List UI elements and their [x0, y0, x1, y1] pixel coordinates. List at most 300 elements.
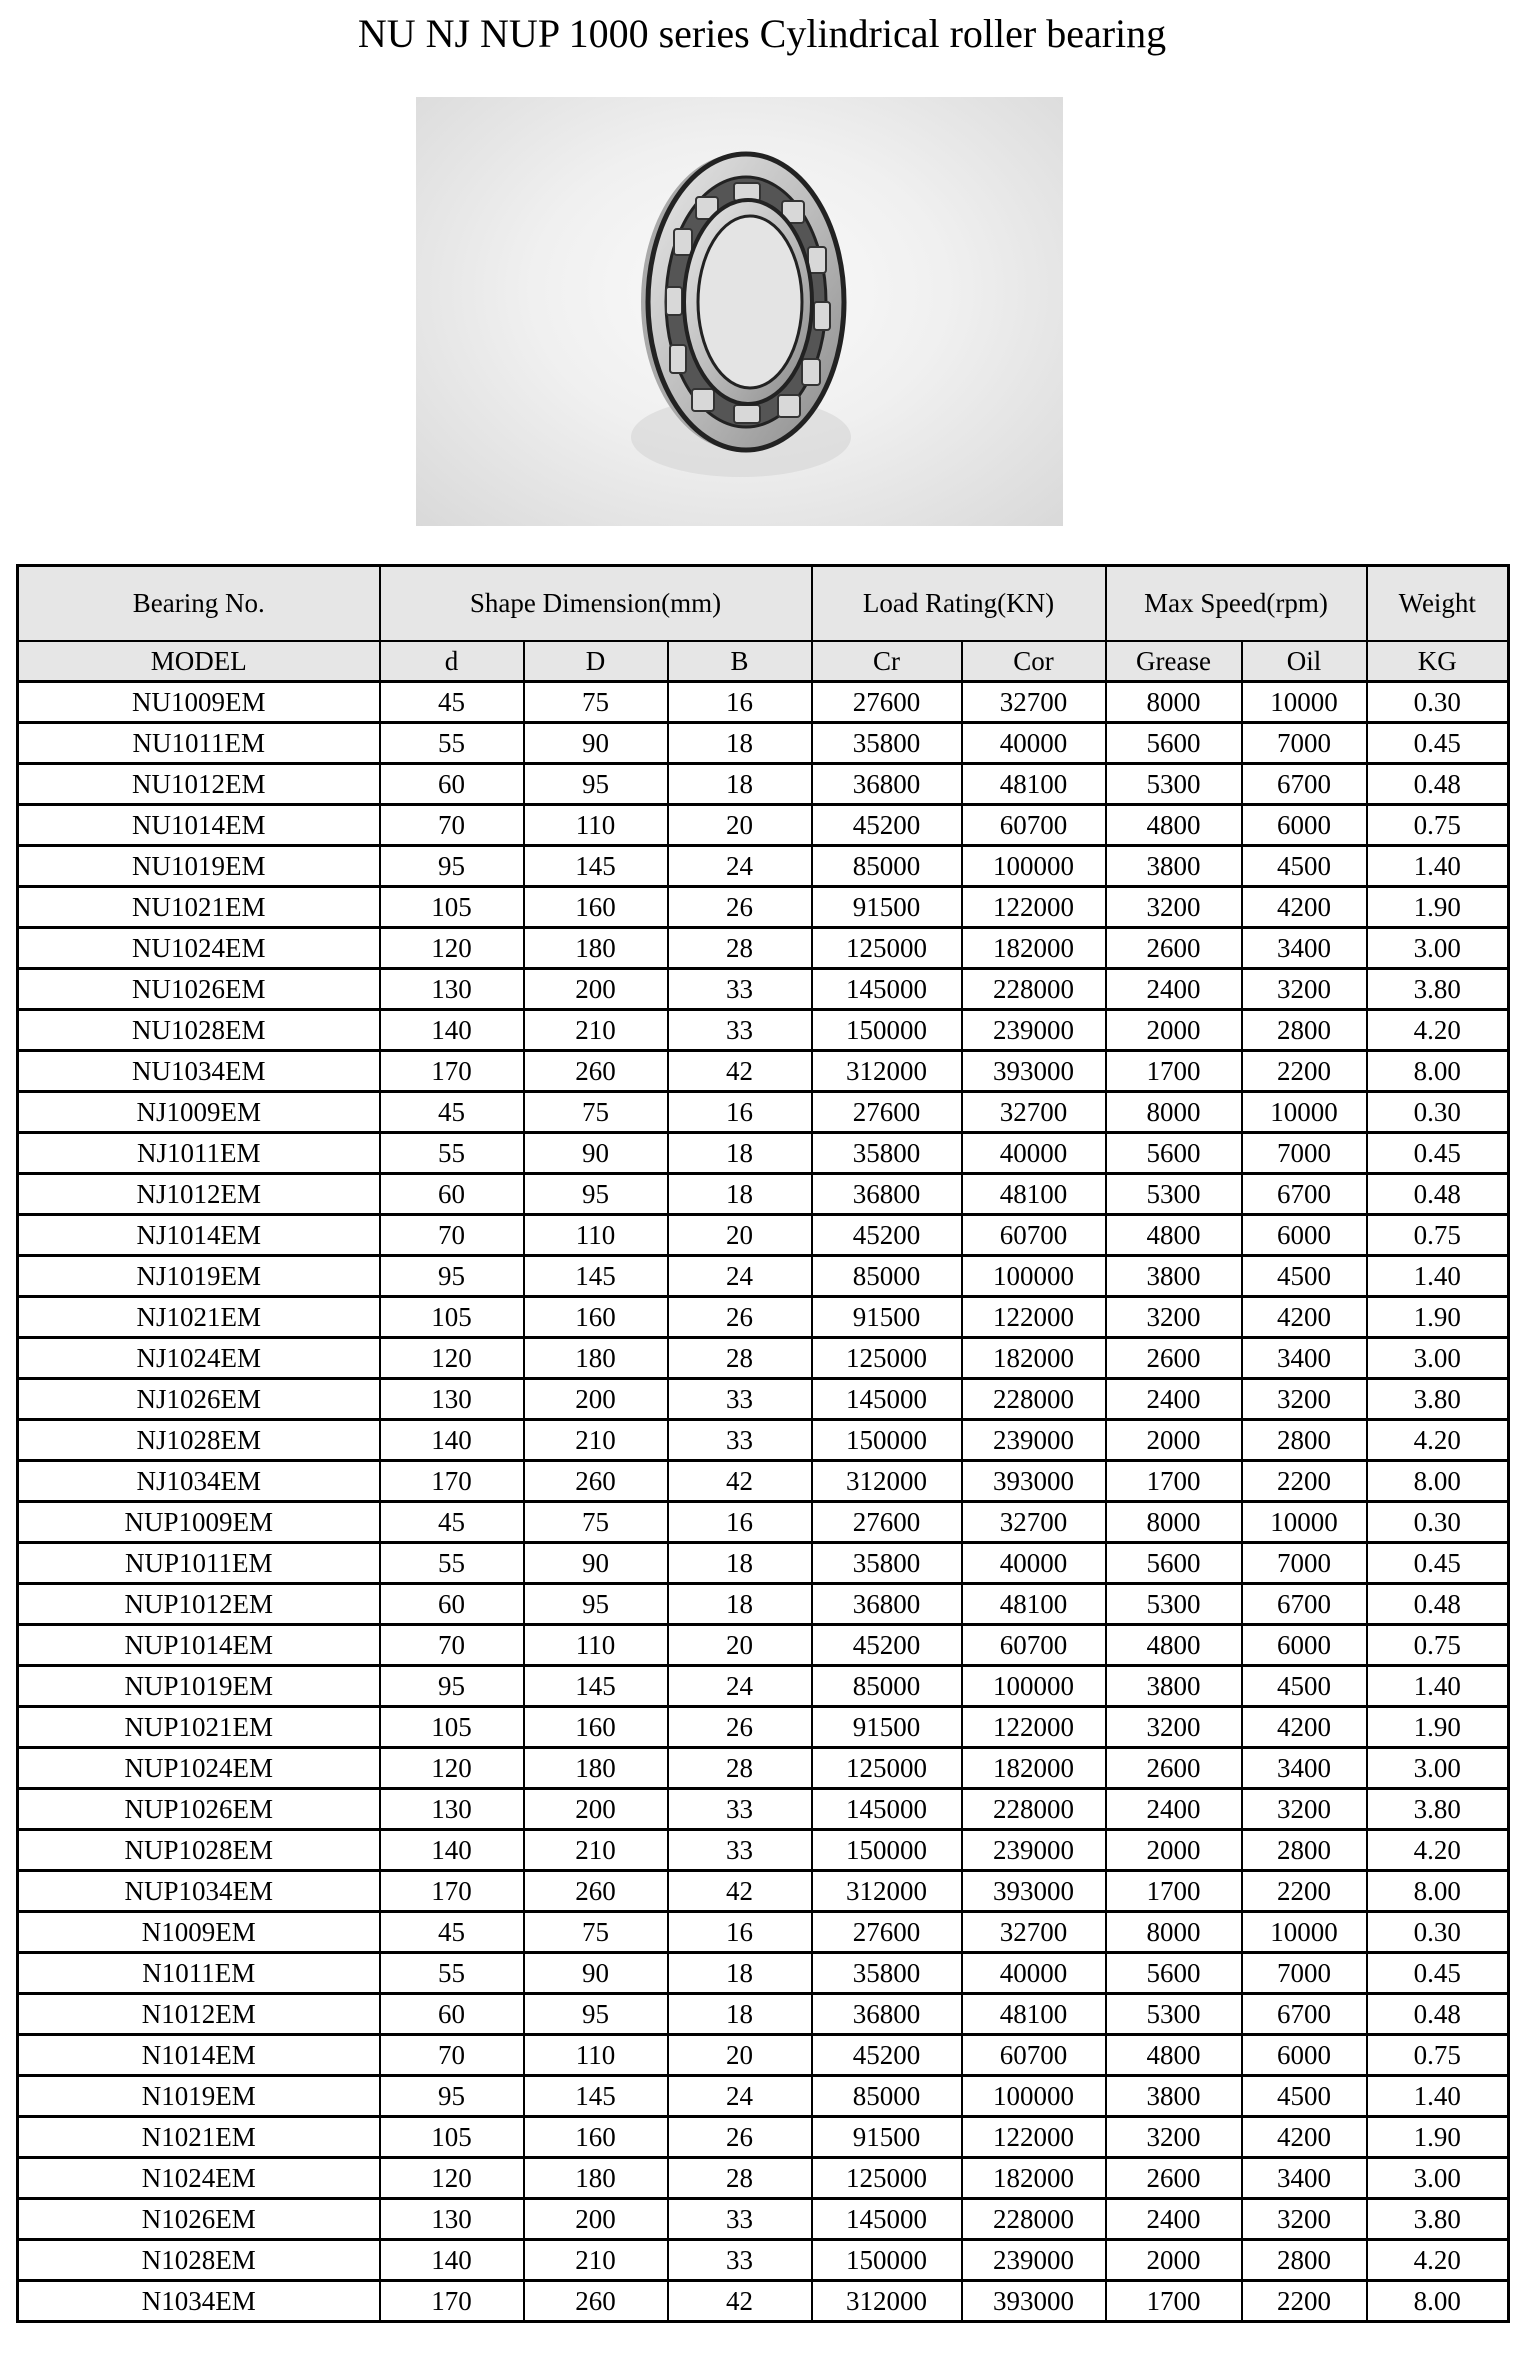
- cell-weight-kg: 1.40: [1367, 846, 1509, 887]
- cell-cor: 40000: [962, 1953, 1106, 1994]
- cell-oil-speed: 10000: [1242, 682, 1367, 723]
- cell-grease-speed: 5600: [1106, 1133, 1242, 1174]
- cell-cr: 35800: [812, 1133, 962, 1174]
- cell-width-B: 18: [668, 1994, 812, 2035]
- bearing-spec-table: [16, 564, 1510, 2323]
- cell-d: 105: [380, 1297, 524, 1338]
- table-row: [18, 1338, 1509, 1379]
- cell-outer-D: 145: [524, 1256, 668, 1297]
- cell-outer-D: 95: [524, 764, 668, 805]
- table-row: [18, 1502, 1509, 1543]
- cell-cor: 122000: [962, 1707, 1106, 1748]
- table-row: [18, 1174, 1509, 1215]
- cell-weight-kg: 1.40: [1367, 1256, 1509, 1297]
- cell-cor: 60700: [962, 1625, 1106, 1666]
- cell-d: 55: [380, 1133, 524, 1174]
- cell-grease-speed: 8000: [1106, 1912, 1242, 1953]
- cell-grease-speed: 4800: [1106, 1215, 1242, 1256]
- cell-weight-kg: 1.90: [1367, 1707, 1509, 1748]
- cell-grease-speed: 5600: [1106, 1543, 1242, 1584]
- cell-width-B: 16: [668, 1092, 812, 1133]
- cell-d: 95: [380, 1666, 524, 1707]
- cell-grease-speed: 2000: [1106, 2240, 1242, 2281]
- cell-d: 60: [380, 1584, 524, 1625]
- cell-d: 55: [380, 1543, 524, 1584]
- cell-cr: 125000: [812, 1748, 962, 1789]
- cell-weight-kg: 3.80: [1367, 969, 1509, 1010]
- cell-d: 120: [380, 928, 524, 969]
- cell-width-B: 18: [668, 1584, 812, 1625]
- cell-width-B: 26: [668, 1707, 812, 1748]
- cell-weight-kg: 0.48: [1367, 1994, 1509, 2035]
- cell-oil-speed: 3200: [1242, 969, 1367, 1010]
- cell-weight-kg: 0.48: [1367, 1174, 1509, 1215]
- cell-model: NJ1019EM: [18, 1256, 380, 1297]
- cell-oil-speed: 3200: [1242, 1379, 1367, 1420]
- cell-model: NUP1012EM: [18, 1584, 380, 1625]
- cell-width-B: 42: [668, 2281, 812, 2322]
- cell-weight-kg: 0.75: [1367, 1625, 1509, 1666]
- cell-cr: 150000: [812, 1420, 962, 1461]
- cell-width-B: 28: [668, 2158, 812, 2199]
- cell-model: NJ1021EM: [18, 1297, 380, 1338]
- cell-model: N1011EM: [18, 1953, 380, 1994]
- cell-d: 140: [380, 1830, 524, 1871]
- table-row: [18, 1051, 1509, 1092]
- cell-weight-kg: 3.00: [1367, 2158, 1509, 2199]
- cell-outer-D: 210: [524, 1010, 668, 1051]
- cell-outer-D: 160: [524, 887, 668, 928]
- cell-oil-speed: 6000: [1242, 805, 1367, 846]
- cell-grease-speed: 8000: [1106, 1502, 1242, 1543]
- cell-cor: 239000: [962, 1420, 1106, 1461]
- cell-width-B: 42: [668, 1871, 812, 1912]
- cell-width-B: 28: [668, 928, 812, 969]
- cell-grease-speed: 2400: [1106, 1789, 1242, 1830]
- cell-grease-speed: 2600: [1106, 928, 1242, 969]
- cell-grease-speed: 3200: [1106, 2117, 1242, 2158]
- cell-grease-speed: 5300: [1106, 1994, 1242, 2035]
- cell-model: NJ1011EM: [18, 1133, 380, 1174]
- cell-outer-D: 145: [524, 2076, 668, 2117]
- cell-grease-speed: 3800: [1106, 2076, 1242, 2117]
- cell-cr: 145000: [812, 1789, 962, 1830]
- cell-width-B: 18: [668, 1133, 812, 1174]
- table-row: [18, 1789, 1509, 1830]
- cell-outer-D: 110: [524, 1215, 668, 1256]
- cell-model: NUP1026EM: [18, 1789, 380, 1830]
- cell-outer-D: 145: [524, 846, 668, 887]
- table-row: [18, 1830, 1509, 1871]
- cell-width-B: 18: [668, 1953, 812, 1994]
- cell-oil-speed: 2200: [1242, 1051, 1367, 1092]
- cell-outer-D: 180: [524, 1338, 668, 1379]
- cell-cor: 48100: [962, 1994, 1106, 2035]
- cell-model: N1021EM: [18, 2117, 380, 2158]
- cell-weight-kg: 1.40: [1367, 1666, 1509, 1707]
- cell-outer-D: 95: [524, 1994, 668, 2035]
- cell-cor: 239000: [962, 1830, 1106, 1871]
- table-row: [18, 2035, 1509, 2076]
- cell-cor: 182000: [962, 1748, 1106, 1789]
- sub-header-row: [18, 641, 1509, 682]
- cell-width-B: 20: [668, 1625, 812, 1666]
- cell-d: 140: [380, 1010, 524, 1051]
- cell-d: 70: [380, 2035, 524, 2076]
- cell-d: 70: [380, 1215, 524, 1256]
- cell-outer-D: 260: [524, 1461, 668, 1502]
- cell-grease-speed: 1700: [1106, 1871, 1242, 1912]
- cell-oil-speed: 4500: [1242, 846, 1367, 887]
- cell-oil-speed: 3400: [1242, 1338, 1367, 1379]
- cell-outer-D: 75: [524, 1912, 668, 1953]
- cell-grease-speed: 3800: [1106, 1666, 1242, 1707]
- cell-grease-speed: 3200: [1106, 887, 1242, 928]
- cell-cor: 60700: [962, 805, 1106, 846]
- table-row: [18, 1092, 1509, 1133]
- cell-grease-speed: 2600: [1106, 2158, 1242, 2199]
- table-row: [18, 1133, 1509, 1174]
- cell-grease-speed: 1700: [1106, 2281, 1242, 2322]
- cell-d: 105: [380, 1707, 524, 1748]
- cell-weight-kg: 4.20: [1367, 1830, 1509, 1871]
- cell-cr: 145000: [812, 969, 962, 1010]
- cell-width-B: 33: [668, 1789, 812, 1830]
- cell-model: NUP1034EM: [18, 1871, 380, 1912]
- cell-cor: 393000: [962, 2281, 1106, 2322]
- cell-model: NUP1028EM: [18, 1830, 380, 1871]
- table-row: [18, 1666, 1509, 1707]
- cell-cr: 85000: [812, 846, 962, 887]
- bearing-photo: [416, 97, 1063, 526]
- cell-model: N1028EM: [18, 2240, 380, 2281]
- cell-cor: 40000: [962, 723, 1106, 764]
- cell-cr: 125000: [812, 2158, 962, 2199]
- sub-header-cr: Cr: [812, 641, 962, 682]
- cell-width-B: 18: [668, 1543, 812, 1584]
- cell-d: 95: [380, 1256, 524, 1297]
- table-row: [18, 805, 1509, 846]
- cell-cor: 393000: [962, 1871, 1106, 1912]
- cell-grease-speed: 5600: [1106, 1953, 1242, 1994]
- cell-cr: 85000: [812, 2076, 962, 2117]
- header-weight: Weight: [1367, 566, 1509, 642]
- cell-outer-D: 75: [524, 682, 668, 723]
- cell-d: 170: [380, 1461, 524, 1502]
- cell-cor: 228000: [962, 969, 1106, 1010]
- cell-cr: 312000: [812, 1051, 962, 1092]
- cell-grease-speed: 4800: [1106, 2035, 1242, 2076]
- cell-oil-speed: 3400: [1242, 928, 1367, 969]
- cell-outer-D: 210: [524, 1830, 668, 1871]
- cell-model: N1009EM: [18, 1912, 380, 1953]
- cell-width-B: 20: [668, 805, 812, 846]
- cell-width-B: 28: [668, 1748, 812, 1789]
- page-title: NU NJ NUP 1000 series Cylindrical roller bearing: [357, 11, 1167, 56]
- cell-d: 60: [380, 1994, 524, 2035]
- cell-cor: 32700: [962, 1092, 1106, 1133]
- cell-outer-D: 75: [524, 1092, 668, 1133]
- cell-oil-speed: 7000: [1242, 1133, 1367, 1174]
- cell-oil-speed: 2200: [1242, 1461, 1367, 1502]
- cell-oil-speed: 3400: [1242, 1748, 1367, 1789]
- cell-d: 45: [380, 1502, 524, 1543]
- cell-model: NU1011EM: [18, 723, 380, 764]
- cell-d: 105: [380, 887, 524, 928]
- cell-model: N1014EM: [18, 2035, 380, 2076]
- table-row: [18, 1748, 1509, 1789]
- cell-d: 120: [380, 1338, 524, 1379]
- cell-outer-D: 75: [524, 1502, 668, 1543]
- sub-header-oil: Oil: [1242, 641, 1367, 682]
- cell-weight-kg: 0.30: [1367, 1502, 1509, 1543]
- cell-oil-speed: 4500: [1242, 1666, 1367, 1707]
- cell-cor: 32700: [962, 1502, 1106, 1543]
- sub-header-grease: Grease: [1106, 641, 1242, 682]
- cell-cr: 36800: [812, 1994, 962, 2035]
- cell-d: 45: [380, 682, 524, 723]
- cell-cor: 100000: [962, 1666, 1106, 1707]
- cell-width-B: 26: [668, 1297, 812, 1338]
- cell-model: NUP1009EM: [18, 1502, 380, 1543]
- cell-width-B: 16: [668, 1912, 812, 1953]
- cell-cr: 36800: [812, 764, 962, 805]
- cell-width-B: 18: [668, 723, 812, 764]
- cell-outer-D: 260: [524, 1871, 668, 1912]
- cell-cor: 100000: [962, 846, 1106, 887]
- cell-outer-D: 110: [524, 1625, 668, 1666]
- cell-oil-speed: 10000: [1242, 1502, 1367, 1543]
- cell-oil-speed: 6700: [1242, 1994, 1367, 2035]
- cell-weight-kg: 8.00: [1367, 2281, 1509, 2322]
- cell-oil-speed: 4200: [1242, 1297, 1367, 1338]
- cell-cor: 182000: [962, 2158, 1106, 2199]
- table-body: [18, 682, 1509, 2322]
- cell-outer-D: 110: [524, 805, 668, 846]
- cell-width-B: 42: [668, 1461, 812, 1502]
- cell-cor: 393000: [962, 1461, 1106, 1502]
- cell-grease-speed: 2400: [1106, 969, 1242, 1010]
- cell-oil-speed: 6000: [1242, 1625, 1367, 1666]
- cell-outer-D: 95: [524, 1174, 668, 1215]
- cell-grease-speed: 3800: [1106, 1256, 1242, 1297]
- cell-weight-kg: 4.20: [1367, 1420, 1509, 1461]
- table-row: [18, 1543, 1509, 1584]
- cell-weight-kg: 1.40: [1367, 2076, 1509, 2117]
- cell-d: 130: [380, 2199, 524, 2240]
- sub-header-kg: KG: [1367, 641, 1509, 682]
- table-row: [18, 928, 1509, 969]
- cell-width-B: 24: [668, 2076, 812, 2117]
- cell-cr: 36800: [812, 1174, 962, 1215]
- cell-model: NJ1024EM: [18, 1338, 380, 1379]
- cell-cr: 145000: [812, 1379, 962, 1420]
- cell-weight-kg: 3.00: [1367, 1338, 1509, 1379]
- cell-cr: 150000: [812, 1830, 962, 1871]
- cell-oil-speed: 3200: [1242, 2199, 1367, 2240]
- table-row: [18, 2281, 1509, 2322]
- cell-cr: 150000: [812, 2240, 962, 2281]
- cell-cr: 27600: [812, 1092, 962, 1133]
- cell-outer-D: 90: [524, 1133, 668, 1174]
- cell-oil-speed: 4200: [1242, 1707, 1367, 1748]
- cell-width-B: 33: [668, 1830, 812, 1871]
- cell-weight-kg: 0.48: [1367, 1584, 1509, 1625]
- cell-model: NJ1034EM: [18, 1461, 380, 1502]
- cell-oil-speed: 2800: [1242, 1010, 1367, 1051]
- cell-cor: 40000: [962, 1133, 1106, 1174]
- table-row: [18, 846, 1509, 887]
- cell-cor: 48100: [962, 1174, 1106, 1215]
- cell-weight-kg: 0.30: [1367, 1912, 1509, 1953]
- cell-grease-speed: 4800: [1106, 805, 1242, 846]
- cell-cor: 100000: [962, 2076, 1106, 2117]
- cell-outer-D: 180: [524, 928, 668, 969]
- cell-model: NJ1009EM: [18, 1092, 380, 1133]
- cell-outer-D: 95: [524, 1584, 668, 1625]
- cell-width-B: 33: [668, 1379, 812, 1420]
- table-row: [18, 1379, 1509, 1420]
- cell-cr: 312000: [812, 2281, 962, 2322]
- cell-cr: 45200: [812, 1625, 962, 1666]
- cell-weight-kg: 0.45: [1367, 1133, 1509, 1174]
- header-max-speed: Max Speed(rpm): [1106, 566, 1367, 642]
- cell-cr: 91500: [812, 887, 962, 928]
- cell-grease-speed: 2000: [1106, 1830, 1242, 1871]
- cell-model: NUP1021EM: [18, 1707, 380, 1748]
- table-row: [18, 1461, 1509, 1502]
- cell-d: 105: [380, 2117, 524, 2158]
- cell-weight-kg: 3.80: [1367, 1379, 1509, 1420]
- cell-weight-kg: 0.45: [1367, 1543, 1509, 1584]
- cell-cr: 35800: [812, 1953, 962, 1994]
- cell-d: 130: [380, 969, 524, 1010]
- cell-d: 170: [380, 1051, 524, 1092]
- cell-model: NU1014EM: [18, 805, 380, 846]
- cell-cor: 228000: [962, 1379, 1106, 1420]
- cell-d: 55: [380, 1953, 524, 1994]
- cell-oil-speed: 2200: [1242, 2281, 1367, 2322]
- cell-grease-speed: 1700: [1106, 1461, 1242, 1502]
- cell-model: NUP1024EM: [18, 1748, 380, 1789]
- sub-header-D: D: [524, 641, 668, 682]
- cell-width-B: 24: [668, 846, 812, 887]
- cell-cr: 35800: [812, 1543, 962, 1584]
- cell-weight-kg: 3.80: [1367, 1789, 1509, 1830]
- cell-model: NUP1011EM: [18, 1543, 380, 1584]
- table-row: [18, 1297, 1509, 1338]
- cell-cr: 125000: [812, 1338, 962, 1379]
- cell-cor: 100000: [962, 1256, 1106, 1297]
- table-row: [18, 1625, 1509, 1666]
- cell-weight-kg: 3.00: [1367, 928, 1509, 969]
- table-row: [18, 1953, 1509, 1994]
- cell-weight-kg: 1.90: [1367, 2117, 1509, 2158]
- table-row: [18, 1994, 1509, 2035]
- cell-width-B: 16: [668, 682, 812, 723]
- table-row: [18, 1215, 1509, 1256]
- cell-width-B: 28: [668, 1338, 812, 1379]
- cell-oil-speed: 6700: [1242, 1584, 1367, 1625]
- cell-model: NU1028EM: [18, 1010, 380, 1051]
- cell-weight-kg: 3.00: [1367, 1748, 1509, 1789]
- cell-width-B: 26: [668, 2117, 812, 2158]
- table-row: [18, 723, 1509, 764]
- cell-grease-speed: 3800: [1106, 846, 1242, 887]
- cell-model: N1024EM: [18, 2158, 380, 2199]
- cell-cr: 45200: [812, 805, 962, 846]
- table-row: [18, 2158, 1509, 2199]
- cell-model: NUP1014EM: [18, 1625, 380, 1666]
- cell-grease-speed: 5300: [1106, 1584, 1242, 1625]
- table-row: [18, 1584, 1509, 1625]
- cell-cr: 27600: [812, 1912, 962, 1953]
- cell-width-B: 33: [668, 1010, 812, 1051]
- cell-width-B: 20: [668, 2035, 812, 2076]
- cell-cr: 150000: [812, 1010, 962, 1051]
- cell-cr: 145000: [812, 2199, 962, 2240]
- header-shape-dimension: Shape Dimension(mm): [380, 566, 812, 642]
- cell-d: 95: [380, 2076, 524, 2117]
- cell-outer-D: 180: [524, 2158, 668, 2199]
- cell-grease-speed: 3200: [1106, 1297, 1242, 1338]
- cell-model: N1019EM: [18, 2076, 380, 2117]
- cell-oil-speed: 7000: [1242, 1953, 1367, 1994]
- cell-weight-kg: 4.20: [1367, 1010, 1509, 1051]
- cell-oil-speed: 4500: [1242, 1256, 1367, 1297]
- cell-cr: 85000: [812, 1256, 962, 1297]
- cell-model: NJ1012EM: [18, 1174, 380, 1215]
- cell-grease-speed: 5600: [1106, 723, 1242, 764]
- cell-d: 130: [380, 1379, 524, 1420]
- cell-oil-speed: 7000: [1242, 723, 1367, 764]
- cell-cr: 91500: [812, 1707, 962, 1748]
- cell-d: 95: [380, 846, 524, 887]
- cell-width-B: 24: [668, 1666, 812, 1707]
- cell-oil-speed: 6700: [1242, 764, 1367, 805]
- cell-cor: 239000: [962, 2240, 1106, 2281]
- cell-model: NU1019EM: [18, 846, 380, 887]
- table-row: [18, 969, 1509, 1010]
- cell-cr: 91500: [812, 2117, 962, 2158]
- cell-outer-D: 180: [524, 1748, 668, 1789]
- cell-d: 45: [380, 1912, 524, 1953]
- cell-outer-D: 160: [524, 1297, 668, 1338]
- cell-model: N1012EM: [18, 1994, 380, 2035]
- cell-cor: 393000: [962, 1051, 1106, 1092]
- cell-oil-speed: 4500: [1242, 2076, 1367, 2117]
- cell-weight-kg: 1.90: [1367, 887, 1509, 928]
- sub-header-cor: Cor: [962, 641, 1106, 682]
- cell-weight-kg: 0.30: [1367, 1092, 1509, 1133]
- cell-grease-speed: 8000: [1106, 1092, 1242, 1133]
- cell-model: NJ1028EM: [18, 1420, 380, 1461]
- cell-width-B: 16: [668, 1502, 812, 1543]
- cell-grease-speed: 2000: [1106, 1420, 1242, 1461]
- sub-header-model: MODEL: [18, 641, 380, 682]
- cell-cor: 40000: [962, 1543, 1106, 1584]
- cell-weight-kg: 4.20: [1367, 2240, 1509, 2281]
- cell-oil-speed: 2800: [1242, 2240, 1367, 2281]
- cell-cr: 27600: [812, 1502, 962, 1543]
- cell-cor: 228000: [962, 1789, 1106, 1830]
- cell-cor: 182000: [962, 1338, 1106, 1379]
- cell-cr: 45200: [812, 1215, 962, 1256]
- cell-cor: 182000: [962, 928, 1106, 969]
- cell-width-B: 33: [668, 969, 812, 1010]
- cell-outer-D: 210: [524, 2240, 668, 2281]
- cell-oil-speed: 2200: [1242, 1871, 1367, 1912]
